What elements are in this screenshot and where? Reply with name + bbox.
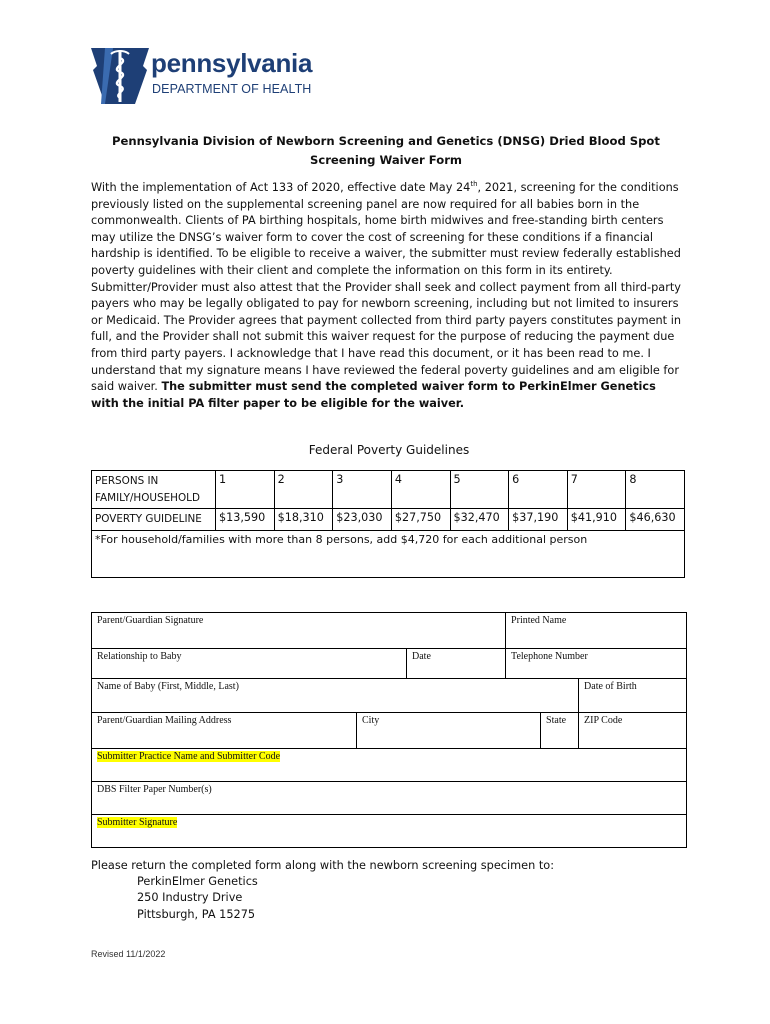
para-superscript: th (470, 180, 478, 189)
para-bold: The submitter must send the completed waiver form to PerkinElmer Genetics with the initial PA filter paper to be eligible for the waiver. (91, 380, 656, 410)
persons-6: 6 (509, 471, 568, 509)
poverty-table (91, 470, 685, 578)
date-field[interactable]: Date (407, 649, 506, 679)
waiver-paragraph (91, 180, 687, 412)
submitter-practice-field[interactable] (92, 749, 687, 782)
zip-code-field[interactable]: ZIP Code (579, 713, 687, 749)
guideline-label: POVERTY GUIDELINE (92, 509, 216, 531)
address-street: 250 Industry Drive (137, 891, 243, 905)
persons-label: PERSONS IN FAMILY/HOUSEHOLD (92, 471, 216, 509)
submitter-signature-label: Submitter Signature (97, 817, 178, 828)
guideline-1: $13,590 (216, 509, 275, 531)
relationship-field[interactable]: Relationship to Baby (92, 649, 407, 679)
poverty-table-title: Federal Poverty Guidelines (308, 443, 470, 457)
dbs-filter-paper-field[interactable]: DBS Filter Paper Number(s) (92, 782, 687, 815)
pa-health-logo (91, 44, 331, 106)
guideline-4: $27,750 (391, 509, 450, 531)
state-field[interactable]: State (541, 713, 579, 749)
note-row (92, 530, 685, 577)
submitter-practice-label: Submitter Practice Name and Submitter Code (97, 751, 281, 762)
para-lead: With the implementation of Act 133 of 2020, effective date May 24 (91, 181, 471, 194)
guideline-7: $41,910 (567, 509, 626, 531)
keystone-caduceus-icon (91, 44, 149, 106)
submitter-signature-field[interactable] (92, 815, 687, 848)
logo-name: pennsylvania (151, 48, 313, 78)
persons-7: 7 (567, 471, 626, 509)
persons-4: 4 (391, 471, 450, 509)
guideline-row (92, 509, 685, 531)
guideline-3: $23,030 (333, 509, 392, 531)
baby-name-field[interactable]: Name of Baby (First, Middle, Last) (92, 679, 579, 713)
persons-2: 2 (274, 471, 333, 509)
return-address (137, 874, 258, 923)
para-main: , 2021, screening for the conditions previously listed on the supplemental screening panel are now required for all babies born in the commonwealth. Clients of PA birthing hospitals, home birth midwives and free-standing birth centers may utilize the DNSG’s waiver form to cover the cost of screening for these conditions if a financial hardship is identified. To be eligible to receive a waiver, the submitter must review federally established poverty guidelines with their client and complete the information on this form in its entirety. Submitter/Provider must also attest that the Provider shall seek and collect payment from all third-party payers who may be legally obligated to pay for newborn screening, including but not limited to insurers or Medicaid. The Provider agrees that payment collected from third party payers constitutes payment in full, and the Provider shall not submit this waiver request for the purpose of reducing the payment due from third party payers. I acknowledge that I have read this document, or it has been read to me. I understand that my signature means I have reviewed the federal poverty guidelines and am eligible for said waiver. (91, 181, 682, 394)
guideline-2: $18,310 (274, 509, 333, 531)
persons-5: 5 (450, 471, 509, 509)
revised-date: Revised 11/1/2022 (91, 949, 166, 959)
persons-1: 1 (216, 471, 275, 509)
guideline-8: $46,630 (626, 509, 685, 531)
form-title: Pennsylvania Division of Newborn Screening and Genetics (DNSG) Dried Blood Spot Screening Waiver Form (112, 134, 660, 167)
persons-row (92, 471, 685, 509)
parent-signature-field[interactable]: Parent/Guardian Signature (92, 613, 506, 649)
guideline-5: $32,470 (450, 509, 509, 531)
poverty-note: *For household/families with more than 8 persons, add $4,720 for each additional person (92, 530, 685, 577)
city-field[interactable]: City (357, 713, 541, 749)
waiver-form-table (91, 612, 687, 848)
date-of-birth-field[interactable]: Date of Birth (579, 679, 687, 713)
logo-department: DEPARTMENT OF HEALTH (152, 82, 312, 96)
address-city: Pittsburgh, PA 15275 (137, 907, 256, 921)
printed-name-field[interactable]: Printed Name (506, 613, 687, 649)
persons-8: 8 (626, 471, 685, 509)
persons-3: 3 (333, 471, 392, 509)
address-company: PerkinElmer Genetics (137, 875, 258, 888)
mailing-address-field[interactable]: Parent/Guardian Mailing Address (92, 713, 357, 749)
return-instruction: Please return the completed form along with the newborn screening specimen to: (91, 859, 555, 872)
telephone-field[interactable]: Telephone Number (506, 649, 687, 679)
guideline-6: $37,190 (509, 509, 568, 531)
